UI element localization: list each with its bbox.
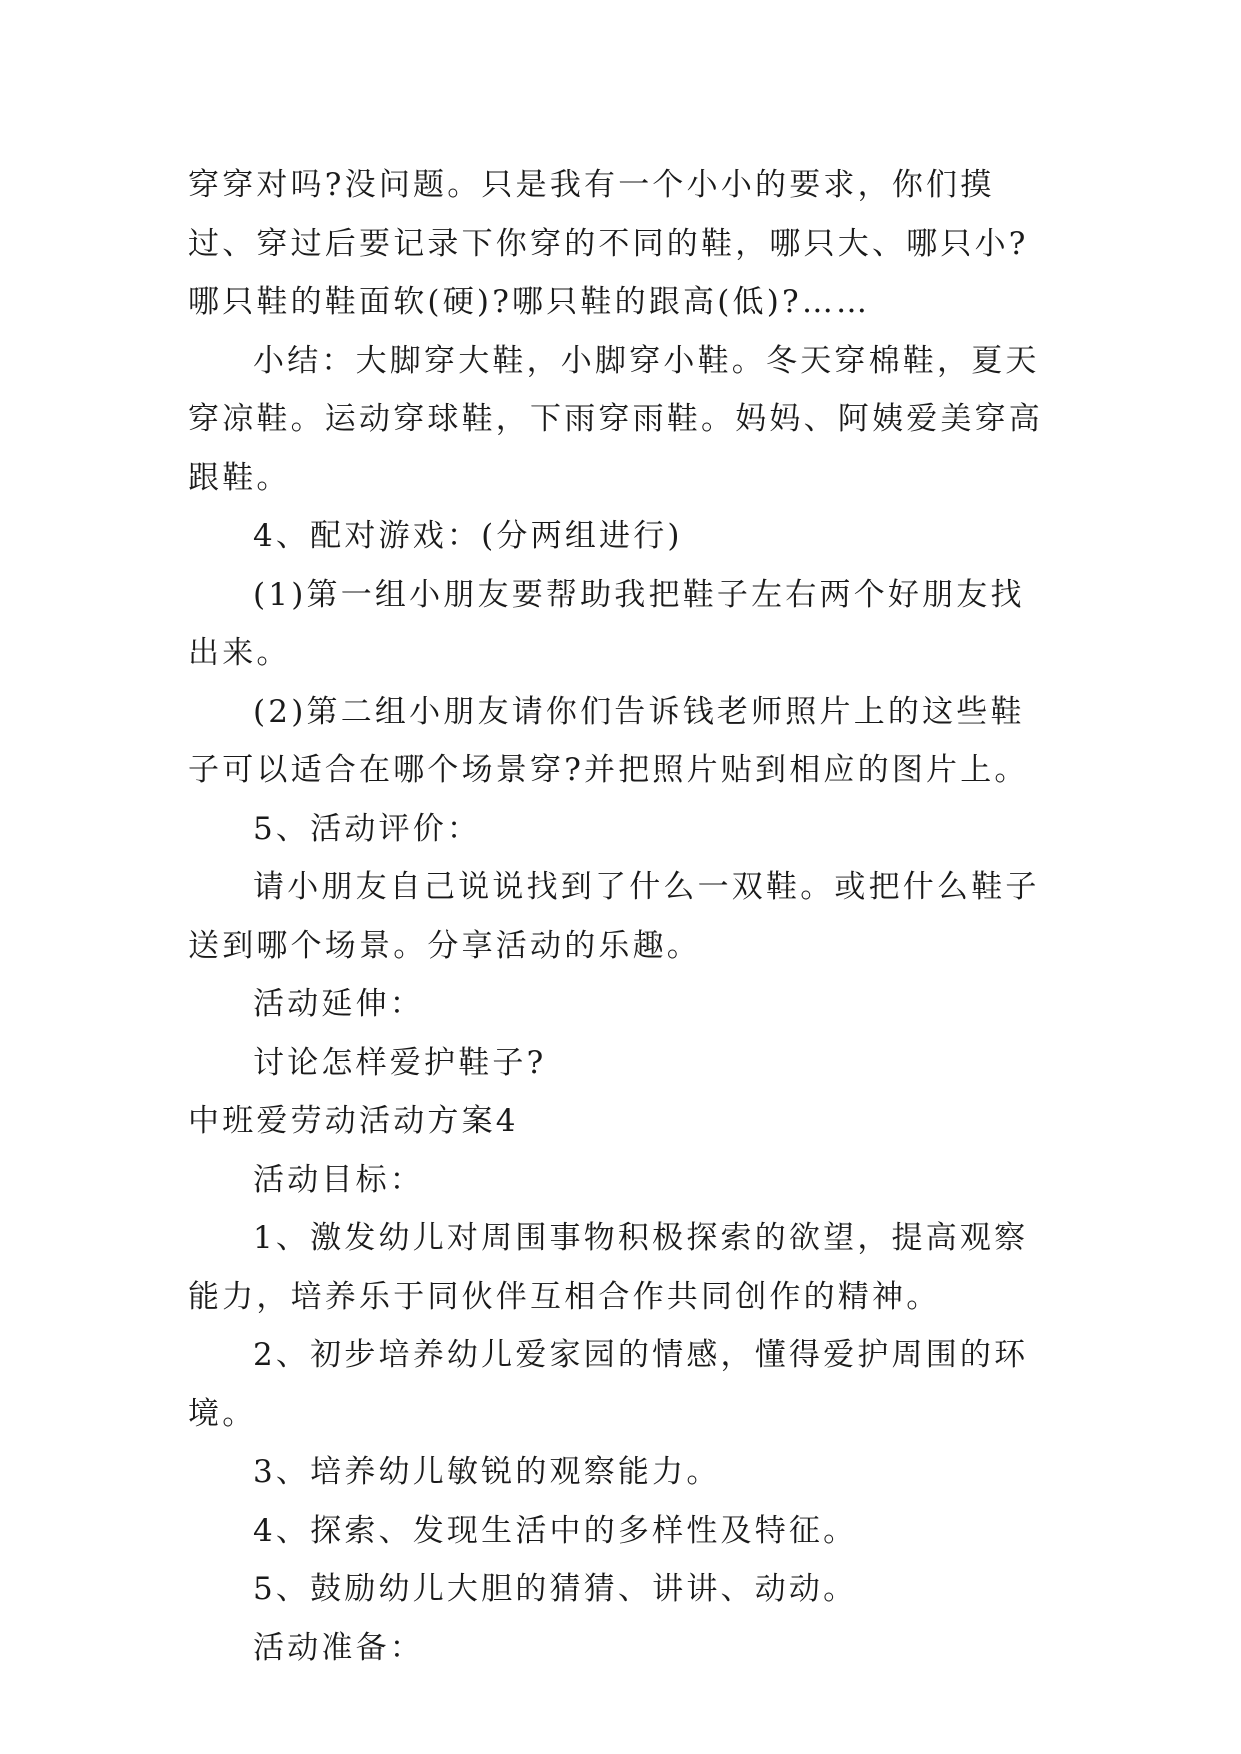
paragraph-group-2: (2)第二组小朋友请你们告诉钱老师照片上的这些鞋子可以适合在哪个场景穿?并把照片贴到相应的图片上。: [188, 693, 1029, 788]
paragraph-evaluation: 请小朋友自己说说找到了什么一双鞋。或把什么鞋子送到哪个场景。分享活动的乐趣。: [188, 869, 1040, 964]
paragraph-goal-5: 5、鼓励幼儿大胆的猜猜、讲讲、动动。: [253, 1571, 858, 1607]
paragraph-goal-4: 4、探索、发现生活中的多样性及特征。: [253, 1512, 858, 1549]
section-title: 中班爱劳动活动方案4: [188, 1103, 519, 1139]
paragraph-goals-heading: 活动目标：: [253, 1161, 424, 1198]
document-body: [188, 156, 1058, 1677]
paragraph-goal-2: 2、初步培养幼儿爱家园的情感，懂得爱护周围的环境。: [188, 1337, 1029, 1432]
paragraph-step-5: 5、活动评价：: [253, 810, 482, 847]
paragraph-goal-3: 3、培养幼儿敏锐的观察能力。: [253, 1454, 721, 1490]
paragraph-extension: 讨论怎样爱护鞋子?: [253, 1044, 547, 1081]
paragraph-extension-heading: 活动延伸：: [253, 986, 424, 1022]
paragraph-group-1: (1)第一组小朋友要帮助我把鞋子左右两个好朋友找出来。: [188, 576, 1025, 671]
paragraph-step-4: 4、配对游戏：(分两组进行): [253, 518, 683, 554]
paragraph-summary: 小结：大脚穿大鞋，小脚穿小鞋。冬天穿棉鞋，夏天穿凉鞋。运动穿球鞋，下雨穿雨鞋。妈妈、阿姨爱美穿高跟鞋。: [188, 342, 1043, 496]
paragraph-preparation-heading: 活动准备：: [253, 1629, 424, 1666]
paragraph-continuation: 穿穿对吗?没问题。只是我有一个小小的要求，你们摸过、穿过后要记录下你穿的不同的鞋，哪只大、哪只小?哪只鞋的鞋面软(硬)?哪只鞋的跟高(低)?……: [188, 167, 1029, 320]
paragraph-goal-1: 1、激发幼儿对周围事物积极探索的欲望，提高观察能力，培养乐于同伙伴互相合作共同创作的精神。: [188, 1220, 1029, 1315]
